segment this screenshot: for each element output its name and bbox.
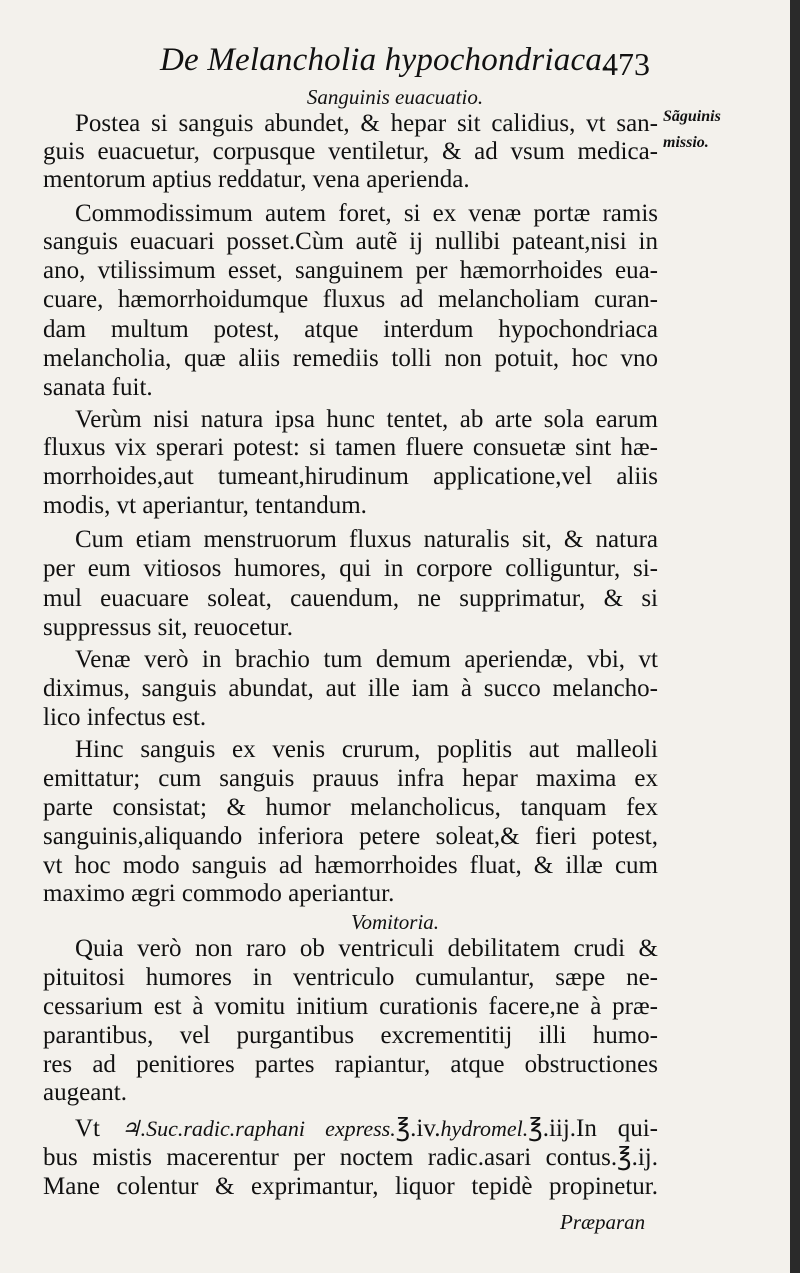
text-line: sanata fuit. [43, 374, 153, 401]
text-line: mentorum aptius reddatur, vena aperienda. [43, 166, 470, 193]
text-line: per eum vitiosos humores, qui in corpore colliguntur, si- [43, 555, 658, 582]
text-line: Verùm nisi natura ipsa hunc tentet, ab arte sola earum [75, 406, 658, 433]
text-line: emittatur; cum sanguis prauus infra hepar maxima ex [43, 765, 658, 792]
recipe-line-2: bus mistis macerentur per noctem radic.asari contus.℥.ij. [43, 1144, 658, 1171]
text-line: melancholia, quæ aliis remediis tolli non potuit, hoc vno [43, 345, 658, 372]
text-line: res ad penitiores partes rapiantur, atque obstructiones [43, 1051, 658, 1078]
text-line: suppressus sit, reuocetur. [43, 614, 293, 641]
section-heading-vomitoria: Vomitoria. [350, 910, 440, 934]
text-line: ano, vtilissimum esset, sanguinem per hæmorrhoides eua- [43, 257, 658, 284]
text-line: diximus, sanguis abundat, aut ille iam à succo melancho- [43, 675, 658, 702]
text-line: guis euacuetur, corpusque ventiletur, & ad vsum medica- [43, 138, 658, 165]
page-number: 473 [602, 46, 650, 82]
text-line: pituitosi humores in ventriculo cumulantur, sæpe ne- [43, 964, 658, 991]
text-line: parantibus, vel purgantibus excrementitij illi humo- [43, 1022, 658, 1049]
running-header-title: De Melancholia hypochondriaca. [160, 42, 611, 78]
text-line: modis, vt aperiantur, tentandum. [43, 492, 367, 519]
recipe-ingredient-hydromel: hydromel. [440, 1116, 529, 1141]
catchword: Præparan [560, 1210, 646, 1234]
text-line: sanguis euacuari posset.Cùm autẽ ij nullibi pateant,nisi in [43, 228, 658, 255]
recipe-line-3: Mane colentur & exprimantur, liquor tepidè propinetur. [43, 1173, 658, 1200]
recipe-line-1-end: ℥.iij.In qui- [528, 1115, 659, 1142]
text-line: Commodissimum autem foret, si ex venæ portæ ramis [75, 200, 658, 227]
margin-note-line-2: missio. [663, 134, 709, 151]
recipe-dose-1: ℥.iv. [395, 1115, 441, 1142]
text-line: cessarium est à vomitu initium curationis facere,ne à præ- [43, 993, 658, 1020]
text-line: Venæ verò in brachio tum demum aperiendæ, vbi, vt [75, 646, 658, 673]
section-heading-sanguinis: Sanguinis euacuatio. [306, 85, 484, 109]
text-line: Cum etiam menstruorum fluxus naturalis sit, & natura [75, 526, 658, 553]
margin-note-line-1: Sãguinis [663, 108, 721, 125]
text-line: lico infectus est. [43, 704, 207, 731]
text-line: dam multum potest, atque interdum hypochondriaca [43, 316, 658, 343]
recipe-line-1 [75, 1115, 658, 1143]
text-line: parte consistat; & humor melancholicus, tanquam fex [43, 794, 658, 821]
text-line: vt hoc modo sanguis ad hæmorrhoides fluat, & illæ cum [43, 852, 658, 879]
text-line: cuare, hæmorrhoidumque fluxus ad melancholiam curan- [43, 286, 658, 313]
text-line: mul euacuare soleat, cauendum, ne supprimatur, & si [43, 585, 658, 612]
text-line: augeant. [43, 1079, 127, 1106]
text-line: Hinc sanguis ex venis crurum, poplitis aut malleoli [75, 736, 658, 763]
text-line: Postea si sanguis abundet, & hepar sit calidius, vt san- [75, 110, 658, 137]
text-line: morrhoides,aut tumeant,hirudinum applicatione,vel aliis [43, 463, 658, 490]
recipe-line-1-start: Vt [75, 1115, 121, 1142]
text-line: sanguinis,aliquando inferiora petere soleat,& fieri potest, [43, 823, 658, 850]
text-line: Quia verò non raro ob ventriculi debilitatem crudi & [75, 935, 658, 962]
text-line: fluxus vix sperari potest: si tamen fluere consuetæ sint hæ- [43, 434, 658, 461]
text-line: maximo ægri commodo aperiantur. [43, 880, 395, 907]
recipe-ingredient-raphani: ♃.Suc.radic.raphani express. [120, 1116, 396, 1141]
